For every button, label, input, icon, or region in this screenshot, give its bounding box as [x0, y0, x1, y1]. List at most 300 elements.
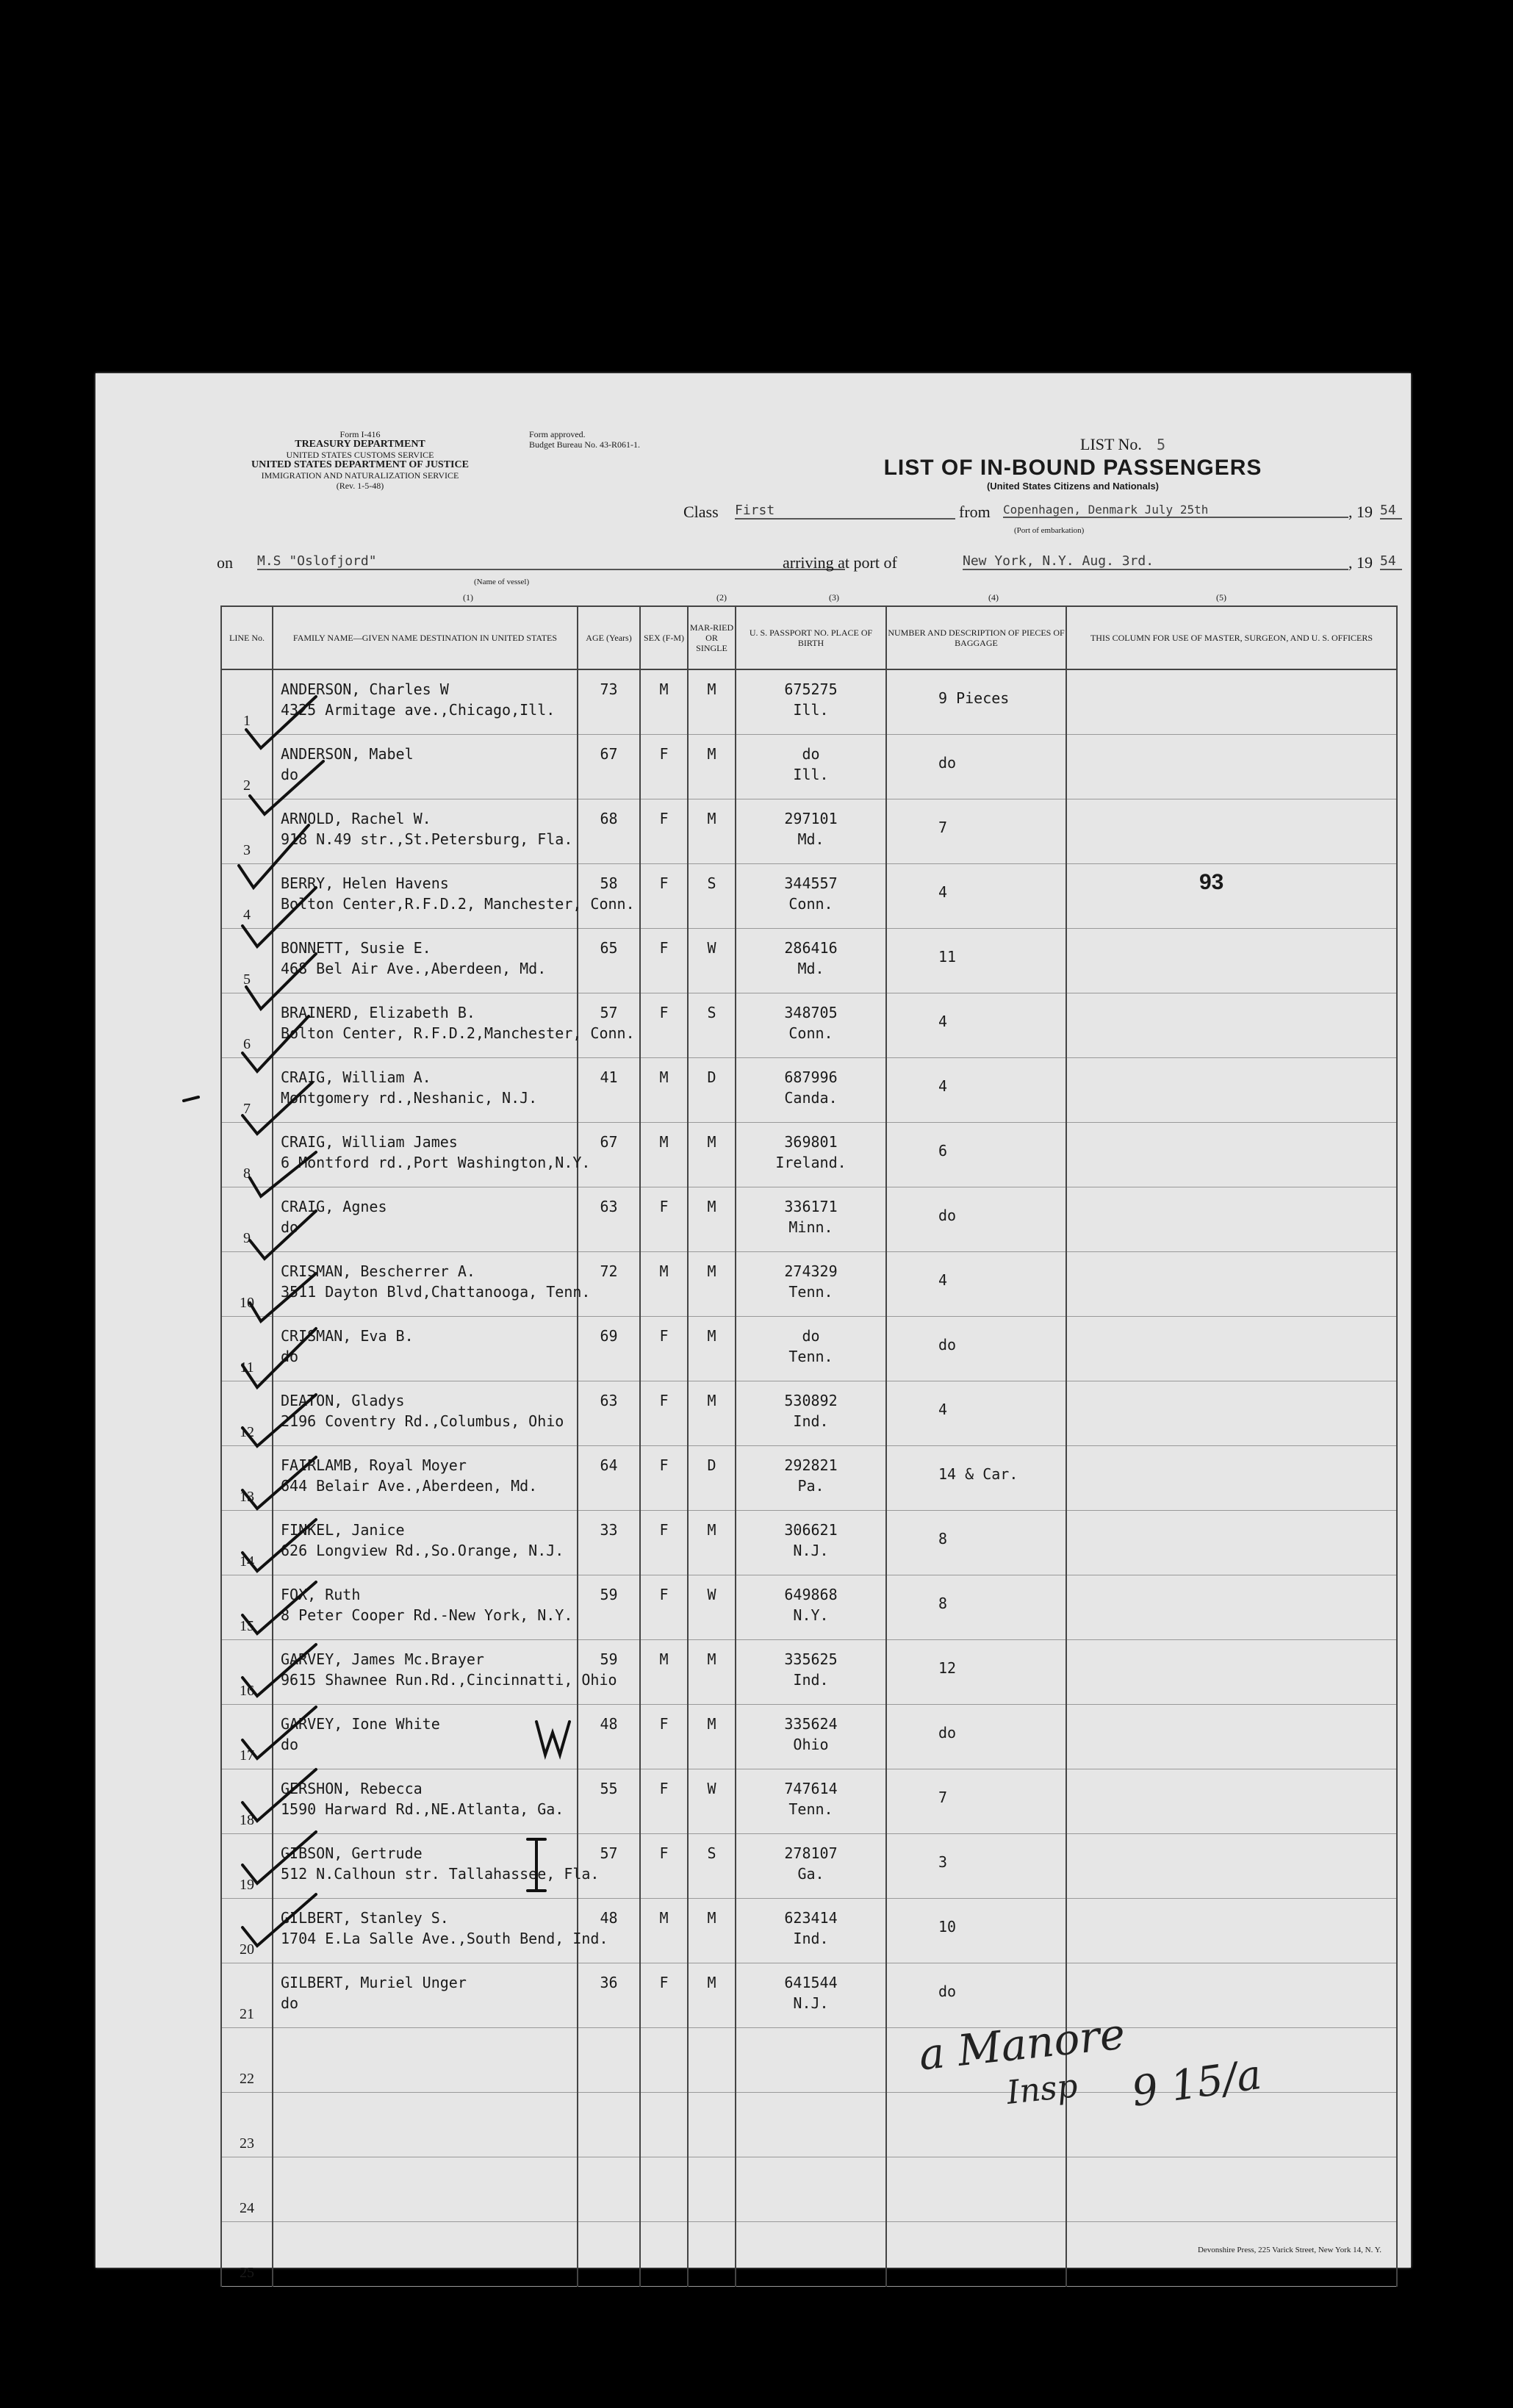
cell-married [688, 1899, 736, 1963]
sex: F [659, 745, 669, 763]
cell-name [273, 1899, 608, 1963]
cell-baggage [886, 1058, 1066, 1123]
cell-age [578, 1899, 640, 1963]
from-value: Copenhagen, Denmark July 25th [1003, 503, 1348, 518]
printer-imprint: Devonshire Press, 225 Varick Street, New York 14, N. Y. [1197, 2246, 1381, 2254]
passenger-name: GIBSON, Gertrude [281, 1844, 423, 1862]
line-number: 8 [243, 1165, 251, 1182]
cell-line [221, 799, 273, 864]
cell-line [221, 1834, 273, 1899]
vessel-name-label: (Name of vessel) [474, 578, 530, 586]
sex: F [659, 1456, 669, 1474]
cell-name [273, 1187, 578, 1252]
col-sex: SEX (F-M) [640, 606, 688, 669]
cell-married [688, 1252, 736, 1317]
sex: M [659, 1650, 669, 1668]
marital-status: D [707, 1456, 716, 1474]
cell-age [578, 2157, 640, 2222]
list-no-label: LIST No. [1080, 435, 1142, 453]
passenger-name: CRISMAN, Eva B. [281, 1327, 414, 1345]
col-passport: U. S. PASSPORT NO. PLACE OF BIRTH [736, 606, 886, 669]
passport-number: 292821 [784, 1456, 838, 1474]
cell-age [578, 669, 640, 735]
cell-age [578, 2222, 640, 2287]
cell-baggage [886, 1187, 1066, 1252]
cell-married [688, 1575, 736, 1640]
cell-age [578, 1511, 640, 1575]
passport-number: 274329 [784, 1262, 838, 1280]
cell-married [688, 799, 736, 864]
cell-officers [1066, 1317, 1397, 1381]
cell-baggage [886, 1640, 1066, 1705]
arrival-year-label: , 19 [1348, 553, 1373, 572]
age: 67 [600, 745, 618, 763]
cell-married [688, 1769, 736, 1834]
cell-passport [736, 2222, 886, 2287]
baggage: 3 [938, 1853, 948, 1871]
cell-age [578, 864, 640, 929]
destination: 644 Belair Ave.,Aberdeen, Md. [281, 1477, 538, 1495]
passport-number: 335624 [784, 1715, 838, 1733]
age: 64 [600, 1456, 618, 1474]
cell-line [221, 1317, 273, 1381]
place-of-birth: N.Y. [793, 1606, 829, 1624]
col-baggage: NUMBER AND DESCRIPTION OF PIECES OF BAGGAGE [886, 606, 1066, 669]
arrival-value: New York, N.Y. Aug. 3rd. [963, 553, 1348, 570]
cell-age [578, 1187, 640, 1252]
place-of-birth: Tenn. [788, 1283, 833, 1301]
cell-sex [640, 929, 688, 993]
cell-married [688, 1705, 736, 1769]
destination: do [281, 1348, 299, 1365]
cell-name [273, 2157, 578, 2222]
destination: do [281, 1994, 299, 2012]
cell-passport [736, 864, 886, 929]
cell-name [273, 1446, 578, 1511]
customs-service: UNITED STATES CUSTOMS SERVICE [286, 450, 434, 460]
cell-age [578, 1058, 640, 1123]
table-row [221, 929, 1397, 993]
line-number: 1 [243, 713, 251, 729]
page-mark: 9 15/a [1129, 2051, 1265, 2116]
cell-name [273, 669, 578, 735]
vessel-value: M.S "Oslofjord" [257, 553, 845, 570]
marital-status: M [707, 1521, 716, 1539]
cell-line [221, 1446, 273, 1511]
destination: 8 Peter Cooper Rd.-New York, N.Y. [281, 1606, 573, 1624]
table-row [221, 1705, 1397, 1769]
subtitle-text: (United States Citizens and Nationals) [986, 481, 1160, 492]
on-label: on [217, 553, 233, 572]
cell-married [688, 1381, 736, 1446]
cell-passport [736, 1446, 886, 1511]
col-num-1: (1) [463, 592, 473, 603]
cell-passport [736, 1640, 886, 1705]
passenger-name: GARVEY, Ione White [281, 1715, 440, 1733]
cell-baggage [886, 1252, 1066, 1317]
cell-baggage [886, 1705, 1066, 1769]
age: 59 [600, 1650, 618, 1668]
age: 59 [600, 1586, 618, 1603]
line-number: 19 [240, 1877, 254, 1893]
arrival-year-value: 54 [1380, 553, 1402, 570]
col-age: AGE (Years) [578, 606, 640, 669]
sex: M [659, 1133, 669, 1151]
line-number: 22 [240, 2071, 254, 2087]
col-name: FAMILY NAME—GIVEN NAME DESTINATION IN UNITED STATES [273, 606, 578, 669]
marital-status: M [707, 1909, 716, 1927]
cell-sex [640, 1317, 688, 1381]
cell-officers [1066, 993, 1397, 1058]
sex: F [659, 874, 669, 892]
passenger-name: GERSHON, Rebecca [281, 1780, 423, 1797]
cell-passport [736, 1317, 886, 1381]
age: 41 [600, 1068, 618, 1086]
passenger-name: CRISMAN, Bescherrer A. [281, 1262, 475, 1280]
place-of-birth: Ireland. [775, 1154, 847, 1171]
line-number: 13 [240, 1489, 254, 1505]
marital-status: S [707, 1844, 716, 1862]
cell-married [688, 1317, 736, 1381]
cell-age [578, 1640, 640, 1705]
cell-passport [736, 1705, 886, 1769]
sex: M [659, 1068, 669, 1086]
cell-line [221, 1187, 273, 1252]
baggage: do [938, 1983, 957, 2000]
age: 68 [600, 810, 618, 827]
table-row [221, 1511, 1397, 1575]
destination: do [281, 1736, 299, 1753]
cell-line [221, 2157, 273, 2222]
passenger-name: ANDERSON, Mabel [281, 745, 414, 763]
cell-officers [1066, 929, 1397, 993]
cell-married [688, 2157, 736, 2222]
cell-officers [1066, 1899, 1397, 1963]
cell-baggage [886, 669, 1066, 735]
line-number: 6 [243, 1036, 251, 1052]
cell-age [578, 1381, 640, 1446]
cell-name [273, 799, 578, 864]
cell-age [578, 1252, 640, 1317]
cell-sex [640, 864, 688, 929]
line-number: 2 [243, 777, 251, 794]
port-embarkation-label: (Port of embarkation) [1014, 526, 1085, 535]
passport-number: 747614 [784, 1780, 838, 1797]
baggage: do [938, 1724, 957, 1742]
baggage: 4 [938, 883, 948, 901]
list-number [1080, 435, 1165, 454]
year-label: , 19 [1348, 503, 1373, 521]
baggage: 4 [938, 1013, 948, 1030]
cell-passport [736, 1123, 886, 1187]
place-of-birth: Canda. [784, 1089, 838, 1107]
passenger-name: CRAIG, Agnes [281, 1198, 387, 1215]
table-header [221, 606, 1397, 669]
cell-baggage [886, 1575, 1066, 1640]
passport-number: 335625 [784, 1650, 838, 1668]
cell-passport [736, 1058, 886, 1123]
marital-status: M [707, 1198, 716, 1215]
cell-sex [640, 1705, 688, 1769]
cell-sex [640, 1123, 688, 1187]
cell-line [221, 1963, 273, 2028]
sex: M [659, 1262, 669, 1280]
baggage: do [938, 754, 957, 772]
sex: F [659, 810, 669, 827]
cell-name [273, 2093, 578, 2157]
cell-line [221, 929, 273, 993]
cell-sex [640, 1381, 688, 1446]
line-number: 25 [240, 2265, 254, 2281]
marital-status: W [707, 1780, 716, 1797]
baggage: 8 [938, 1530, 948, 1548]
line-number: 4 [243, 907, 251, 923]
cell-passport [736, 2093, 886, 2157]
cell-name [273, 1575, 578, 1640]
cell-baggage [886, 2222, 1066, 2287]
cell-married [688, 1446, 736, 1511]
cell-baggage [886, 1769, 1066, 1834]
cell-passport [736, 2028, 886, 2093]
vessel-line [96, 553, 1411, 583]
form-number: Form I-416 [339, 429, 381, 439]
place-of-birth: Ind. [793, 1412, 829, 1430]
age: 65 [600, 939, 618, 957]
sex: F [659, 939, 669, 957]
marital-status: S [707, 874, 716, 892]
destination: 9615 Shawnee Run.Rd.,Cincinnatti, Ohio [281, 1671, 617, 1689]
marital-status: M [707, 1133, 716, 1151]
cell-passport [736, 1834, 886, 1899]
passenger-table [220, 605, 1398, 2287]
cell-name [273, 1123, 591, 1187]
place-of-birth: N.J. [793, 1994, 829, 2012]
baggage: 9 Pieces [938, 689, 1010, 707]
baggage: 11 [938, 948, 957, 966]
marital-status: M [707, 810, 716, 827]
sex: F [659, 1327, 669, 1345]
cell-sex [640, 1511, 688, 1575]
passenger-name: BRAINERD, Elizabeth B. [281, 1004, 475, 1021]
baggage: 7 [938, 1789, 948, 1806]
passport-number: 306621 [784, 1521, 838, 1539]
passport-number: 530892 [784, 1392, 838, 1409]
cell-name [273, 1058, 578, 1123]
place-of-birth: Ga. [797, 1865, 824, 1883]
cell-officers [1066, 1187, 1397, 1252]
cell-passport [736, 1899, 886, 1963]
passenger-name: FINKEL, Janice [281, 1521, 405, 1539]
place-of-birth: Md. [797, 830, 824, 848]
line-number: 23 [240, 2135, 254, 2152]
cell-married [688, 1640, 736, 1705]
cell-line [221, 1511, 273, 1575]
age: 57 [600, 1004, 618, 1021]
cell-passport [736, 1252, 886, 1317]
table-row [221, 1252, 1397, 1317]
destination: 468 Bel Air Ave.,Aberdeen, Md. [281, 960, 547, 977]
age: 55 [600, 1780, 618, 1797]
inspector-initials: Insp [1005, 2067, 1079, 2112]
sex: F [659, 1715, 669, 1733]
cell-age [578, 2093, 640, 2157]
cell-baggage [886, 799, 1066, 864]
place-of-birth: Minn. [788, 1218, 833, 1236]
destination: 4325 Armitage ave.,Chicago,Ill. [281, 701, 556, 719]
passenger-name: DEATON, Gladys [281, 1392, 405, 1409]
place-of-birth: Ind. [793, 1671, 829, 1689]
place-of-birth: N.J. [793, 1542, 829, 1559]
passport-number: 623414 [784, 1909, 838, 1927]
baggage: 4 [938, 1077, 948, 1095]
passenger-name: BONNETT, Susie E. [281, 939, 431, 957]
agency-header [206, 429, 514, 491]
col-married: MAR-RIED OR SINGLE [688, 606, 736, 669]
baggage: do [938, 1336, 957, 1354]
cell-officers [1066, 2157, 1397, 2222]
table-row [221, 1187, 1397, 1252]
cell-passport [736, 1769, 886, 1834]
cell-name [273, 2028, 578, 2093]
cell-officers [1066, 1705, 1397, 1769]
cell-married [688, 2093, 736, 2157]
line-number: 20 [240, 1941, 254, 1958]
cell-passport [736, 669, 886, 735]
cell-age [578, 1446, 640, 1511]
age: 72 [600, 1262, 618, 1280]
cell-age [578, 2028, 640, 2093]
cell-officers [1066, 1446, 1397, 1511]
sex: F [659, 1974, 669, 1991]
cell-name [273, 1252, 591, 1317]
cell-baggage [886, 1511, 1066, 1575]
place-of-birth: Tenn. [788, 1348, 833, 1365]
baggage: 8 [938, 1595, 948, 1612]
class-line [96, 503, 1411, 532]
passport-number: 344557 [784, 874, 838, 892]
marital-status: S [707, 1004, 716, 1021]
destination: 3511 Dayton Blvd,Chattanooga, Tenn. [281, 1283, 591, 1301]
cell-age [578, 735, 640, 799]
cell-age [578, 799, 640, 864]
cell-married [688, 1834, 736, 1899]
sex: F [659, 1392, 669, 1409]
col-num-2: (2) [716, 592, 727, 603]
passport-number: do [802, 1327, 820, 1345]
passenger-name: CRAIG, William James [281, 1133, 458, 1151]
baggage: 4 [938, 1271, 948, 1289]
sex: F [659, 1004, 669, 1021]
cell-passport [736, 799, 886, 864]
cell-officers [1066, 1640, 1397, 1705]
cell-sex [640, 1963, 688, 2028]
table-row [221, 1058, 1397, 1123]
cell-officers [1066, 735, 1397, 799]
cell-baggage [886, 1381, 1066, 1446]
age: 73 [600, 680, 618, 698]
cell-line [221, 2222, 273, 2287]
cell-passport [736, 1963, 886, 2028]
form-approval [529, 429, 640, 450]
title-text: LIST OF IN-BOUND PASSENGERS [883, 456, 1262, 480]
cell-officers [1066, 864, 1397, 929]
line-number: 17 [240, 1747, 254, 1764]
cell-passport [736, 1187, 886, 1252]
marital-status: D [707, 1068, 716, 1086]
cell-line [221, 993, 273, 1058]
col-num-5: (5) [1216, 592, 1226, 603]
cell-sex [640, 2028, 688, 2093]
cell-line [221, 669, 273, 735]
cell-sex [640, 1899, 688, 1963]
marital-status: M [707, 1262, 716, 1280]
cell-line [221, 2028, 273, 2093]
ins-service: IMMIGRATION AND NATURALIZATION SERVICE [261, 470, 459, 481]
cell-baggage [886, 993, 1066, 1058]
place-of-birth: Tenn. [788, 1800, 833, 1818]
destination: 1704 E.La Salle Ave.,South Bend, Ind. [281, 1930, 608, 1947]
destination: 1590 Harward Rd.,NE.Atlanta, Ga. [281, 1800, 564, 1818]
cell-age [578, 993, 640, 1058]
passenger-name: BERRY, Helen Havens [281, 874, 449, 892]
line-number: 15 [240, 1618, 254, 1634]
marital-status: M [707, 1327, 716, 1345]
destination: 918 N.49 str.,St.Petersburg, Fla. [281, 830, 573, 848]
destination: 512 N.Calhoun str. Tallahassee, Fla. [281, 1865, 600, 1883]
table-row [221, 1769, 1397, 1834]
table-row [221, 735, 1397, 799]
cell-age [578, 1705, 640, 1769]
cell-baggage [886, 864, 1066, 929]
cell-married [688, 1187, 736, 1252]
age: 63 [600, 1392, 618, 1409]
line-number: 16 [240, 1683, 254, 1699]
cell-baggage [886, 1317, 1066, 1381]
cell-age [578, 1963, 640, 2028]
cell-passport [736, 2157, 886, 2222]
cell-sex [640, 2157, 688, 2222]
place-of-birth: Pa. [797, 1477, 824, 1495]
place-of-birth: Ill. [793, 766, 829, 783]
marital-status: M [707, 1715, 716, 1733]
passenger-name: GILBERT, Stanley S. [281, 1909, 449, 1927]
line-number: 21 [240, 2006, 254, 2022]
sex: F [659, 1586, 669, 1603]
cell-sex [640, 799, 688, 864]
cell-sex [640, 1058, 688, 1123]
table-row [221, 1381, 1397, 1446]
marital-status: M [707, 1392, 716, 1409]
passenger-name: GARVEY, James Mc.Brayer [281, 1650, 484, 1668]
cell-line [221, 1575, 273, 1640]
inspector-signature: a Manore [916, 2008, 1128, 2080]
cell-baggage [886, 735, 1066, 799]
cell-line [221, 1769, 273, 1834]
passenger-name: GILBERT, Muriel Unger [281, 1974, 467, 1991]
cell-line [221, 1123, 273, 1187]
treasury-dept: TREASURY DEPARTMENT [295, 439, 425, 450]
col-num-4: (4) [988, 592, 999, 603]
cell-line [221, 2093, 273, 2157]
cell-name [273, 1769, 578, 1834]
baggage: 12 [938, 1659, 957, 1677]
cell-sex [640, 1252, 688, 1317]
place-of-birth: Ohio [793, 1736, 829, 1753]
table-row [221, 1963, 1397, 2028]
line-number: 7 [243, 1101, 251, 1117]
cell-line [221, 1252, 273, 1317]
cell-line [221, 1705, 273, 1769]
